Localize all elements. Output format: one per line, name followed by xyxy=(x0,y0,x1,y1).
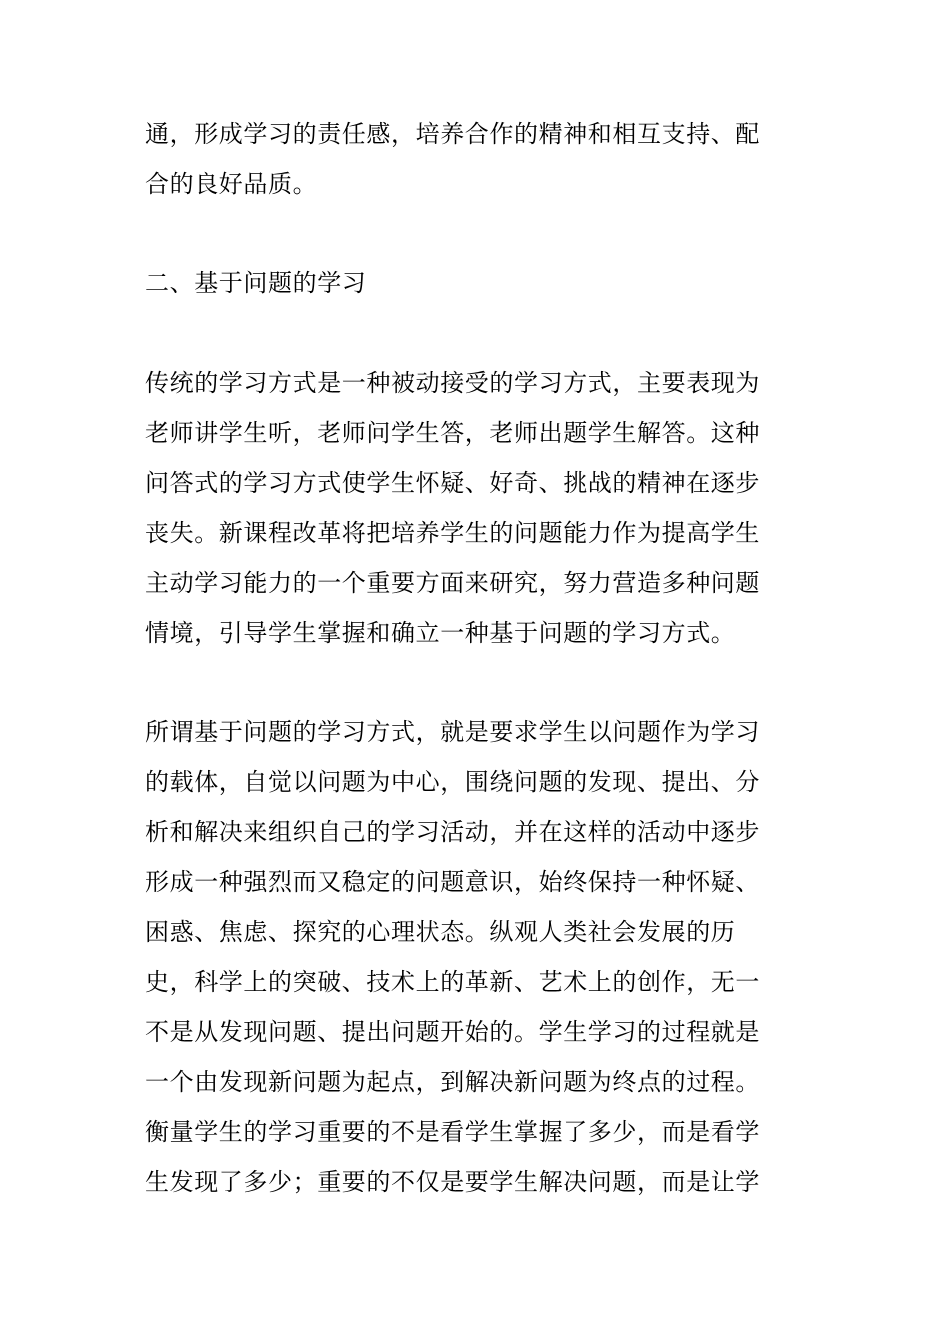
text-line: 老师讲学生听，老师问学生答，老师出题学生解答。这种 xyxy=(145,419,760,447)
text-line: 形成一种强烈而又稳定的问题意识，始终保持一种怀疑、 xyxy=(145,868,760,896)
text-line: 传统的学习方式是一种被动接受的学习方式，主要表现为 xyxy=(145,369,760,397)
section-heading: 二、基于问题的学习 xyxy=(145,269,367,297)
text-line: 史，科学上的突破、技术上的革新、艺术上的创作，无一 xyxy=(145,968,760,996)
text-line: 困惑、焦虑、探究的心理状态。纵观人类社会发展的历 xyxy=(145,918,736,946)
text-line: 析和解决来组织自己的学习活动，并在这样的活动中逐步 xyxy=(145,818,760,846)
text-line: 情境，引导学生掌握和确立一种基于问题的学习方式。 xyxy=(145,619,736,647)
text-line: 不是从发现问题、提出问题开始的。学生学习的过程就是 xyxy=(145,1018,760,1046)
text-line: 生发现了多少；重要的不仅是要学生解决问题，而是让学 xyxy=(145,1168,760,1196)
text-line: 衡量学生的学习重要的不是看学生掌握了多少，而是看学 xyxy=(145,1118,760,1146)
text-line: 一个由发现新问题为起点，到解决新问题为终点的过程。 xyxy=(145,1068,760,1096)
text-line: 通，形成学习的责任感，培养合作的精神和相互支持、配 xyxy=(145,120,760,148)
text-line: 丧失。新课程改革将把培养学生的问题能力作为提高学生 xyxy=(145,519,760,547)
text-line: 主动学习能力的一个重要方面来研究，努力营造多种问题 xyxy=(145,569,760,597)
text-line: 问答式的学习方式使学生怀疑、好奇、挑战的精神在逐步 xyxy=(145,469,760,497)
text-line: 合的良好品质。 xyxy=(145,170,318,198)
text-line: 的载体，自觉以问题为中心，围绕问题的发现、提出、分 xyxy=(145,768,760,796)
text-line: 所谓基于问题的学习方式，就是要求学生以问题作为学习 xyxy=(145,718,760,746)
